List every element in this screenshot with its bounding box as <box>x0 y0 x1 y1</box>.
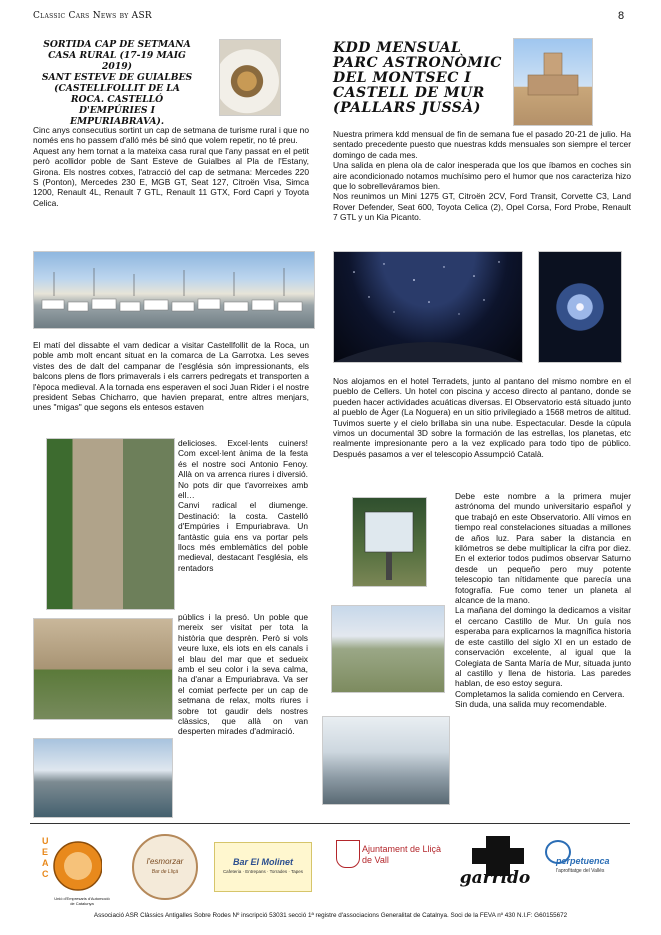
left-title-line: ROCA. CASTELLÓ <box>70 94 164 105</box>
el-molinet-caption: Cafeteria · Entrepans · Torrades · Tapes <box>222 869 304 874</box>
garrido-logo-text: garrido <box>459 868 531 888</box>
left-para-3: delicioses. Excel·lents cuiners! Com excel·lent ànima de la festa és el nostre soci Antonio Fenoy. Allà on va arrenca riures i diversió. No pots dir que t'avorreixes amb ell… Canvi radical el diumenge. Destinació: la costa. Castelló d'Empúries i Empuriabrava. Un fantàstic guia ens va portar pels llocs més emblemàtics del poble medieval, destacant l'església, els rentadors <box>178 438 308 573</box>
castell-de-mur-photo <box>513 38 593 126</box>
right-para-3: Debe este nombre a la primera mujer astrónoma del mundo universitario español y que trabajó en este Observatorio. Allí vimos en tiempo real constelaciones situadas a millones de años luz. Para saber la distancia en kilómetros se debe multiplicar la cifra por diez. En el exterior todos pudimos observar Saturno desde un pequeño pero muy potente telescopio tan nítidamente que parecía una fotografía. Fue como tener un planeta al alcance de la mano. La mañana del domingo la dedicamos a visitar el cercano Castillo de Mur. Un guía nos esperaba para explicarnos la magnífica historia de este castillo del siglo XI en un estado de conservación excelente, al igual que la Colegiata de Santa María de Mur, situada junto al castillo y llena de historia. Las paredes hablan, de eso estoy segura. Completamos la salida comiendo en Cervera. Sin duda, una salida muy recomendable. <box>455 491 631 710</box>
castle-drawing <box>514 39 592 125</box>
esmorzar-name: l'esmorzar <box>146 857 184 866</box>
right-title-line: CASTELL DE MUR <box>333 85 485 101</box>
left-para-1: Cinc anys consecutius sortint un cap de setmana de turisme rural i que no només ens ho passem d'alló més bé sinó que volem repetir, no té preu. Aquest any hem tornat a la mateixa casa rural que l'any passat en el petit però acollidor poble de Sant Esteve de Guialbes al Pla de l'Estany, Girona. Els nostres cotxes, l'atracció del cap de setmana: Mercedes 220 S (Ponton), Mercedes 230 E, MGB GT, Seat 127, Citroën Visa, Simca 1200, Renault 4L, Renault 7 GTL, Renault 11 GTX, Ford Capri y Toyota Celica. <box>33 125 309 208</box>
castle-view-photo <box>331 605 445 693</box>
montsec-sign-photo <box>352 497 427 587</box>
ajuntament-shield-icon <box>336 840 360 868</box>
group-photo <box>33 618 173 720</box>
right-title-line: (PALLARS JUSSÀ) <box>333 100 481 116</box>
sign-drawing <box>353 498 426 586</box>
left-title-line: SANT ESTEVE DE GUIALBES <box>41 72 193 83</box>
harbor-drawing <box>34 252 314 328</box>
el-molinet-name: Bar El Molinet <box>232 857 293 867</box>
dinner-photo <box>219 39 281 116</box>
right-para-2: Nos alojamos en el hotel Terradets, junto al pantano del mismo nombre en el pueblo de Cellers. Un hotel con piscina y acceso directo al pantano, donde se pueden hacer actividades acuáticas diversas. El Observatorio está situado junto al pueblo de Àger (La Noguera) en un sitio privilegiado a 1568 metros de altitud. Tuvimos suerte y el cielo brillaba sin una nube. Espectacular. Desde la cúpula vimos un documental 3D sobre la formación de las estrellas, los planetas, etc realmente impresionante pero a la vez explicado para todo tipo de público. Después pasamos a ver el telescopio Assumpció Català. <box>333 376 631 459</box>
esmorzar-logo <box>132 834 198 900</box>
sponsors-divider <box>30 823 630 824</box>
left-title-line: SORTIDA CAP DE SETMANA <box>43 39 191 50</box>
ueac-letters: UEAC <box>42 836 49 879</box>
right-title-line: PARC ASTRONÒMIC <box>333 55 502 71</box>
dome-stars <box>334 252 522 362</box>
galaxy-photo <box>538 251 622 363</box>
left-title-line: D'EMPÚRIES I <box>79 105 155 116</box>
ajuntament-name: Ajuntament de Lliçà de Vall <box>362 844 442 865</box>
left-title-line: (CASTELLFOLLIT DE LA <box>54 83 180 94</box>
perpetuenca-name: perpetuenca <box>556 856 610 866</box>
esmorzar-caption: Bar de Lliçà <box>151 869 179 875</box>
ueac-caption: Unió d'Empresaris d'Automoció de Catalunya <box>54 896 110 906</box>
harbor-cars-photo <box>33 251 315 329</box>
right-title-line: DEL MONTSEC I <box>333 70 472 86</box>
right-title-line: KDD MENSUAL <box>333 40 462 56</box>
castellfollit-street-photo <box>46 438 175 610</box>
page-number: 8 <box>618 10 625 22</box>
left-para-2: El matí del dissabte el vam dedicar a visitar Castellfollit de la Roca, un poble amb molt encant situat en la comarca de La Garrotxa. Les seves vistes des de dalt del campanar de l'església són impressionants, els balcons plens de flors primaverals i els carrers pedregats et transporten a l'època medieval. A la tornada ens esperaven el soci Juan Rider i el nostre president Sebas Chicharro, que havien preparat, entre altres menjars, unes "migas" que segons els entesos estaven <box>33 340 309 413</box>
header-title: Classic Cars News by ASR <box>33 11 153 21</box>
empuriabrava-canal-photo <box>33 738 173 818</box>
footer-text: Associació ASR Clàssics Antigalles Sobre Rodes Nº inscripció 53031 secció 1ª registre d'associacions Generalitat de Catalnya. Soci de la FEVA nº 430 N.I.F: G60155672 <box>93 912 568 919</box>
right-para-1: Nuestra primera kdd mensual de fin de semana fue el pasado 20-21 de julio. Ha sentado precedente puesto que nuestras kdds mensuales son siempre el tercer domingo de cada mes. Una salida en plena ola de calor inesperada que los que íbamos en coches sin aire acondicionado notamos muchísimo pero el humor que nos caracteriza hizo que lo sobrelleváramos bien. Nos reunimos un Mini 1275 GT, Citroën 2CV, Ford Transit, Corvette C3, Land Rover Defender, Seat 600, Toyota Celica (2), Opel Corsa, Ford Probe, Renault 7 GTL y un Kia Picanto. <box>333 129 631 223</box>
hotel-terrace-photo <box>322 716 450 805</box>
perpetuenca-caption: l'aprofitatge del Vallès <box>556 868 605 874</box>
left-para-4: públics i la presó. Un poble que mereix ser visitat per tota la història que desprèn. Però si vols veure luxe, els iots en els canals i el blau del mar que et sedueix amb el seu color i la seva calma, ha d'anar a Empuriabrava. Va ser el comiat perfecte per un cap de setmana de relax, molts riures i sobre tot gaudir dels nostres clàssics, que allà on van desperten mirades d'admiració. <box>178 612 308 737</box>
right-article-title <box>333 41 508 116</box>
left-title-line: 2019) <box>102 61 132 72</box>
left-article-title <box>33 39 201 127</box>
el-molinet-logo <box>214 842 312 892</box>
left-title-line: CASA RURAL (17-19 MAIG <box>48 50 186 61</box>
observatory-dome-photo <box>333 251 523 363</box>
left-title-line: EMPURIABRAVA). <box>69 116 165 127</box>
